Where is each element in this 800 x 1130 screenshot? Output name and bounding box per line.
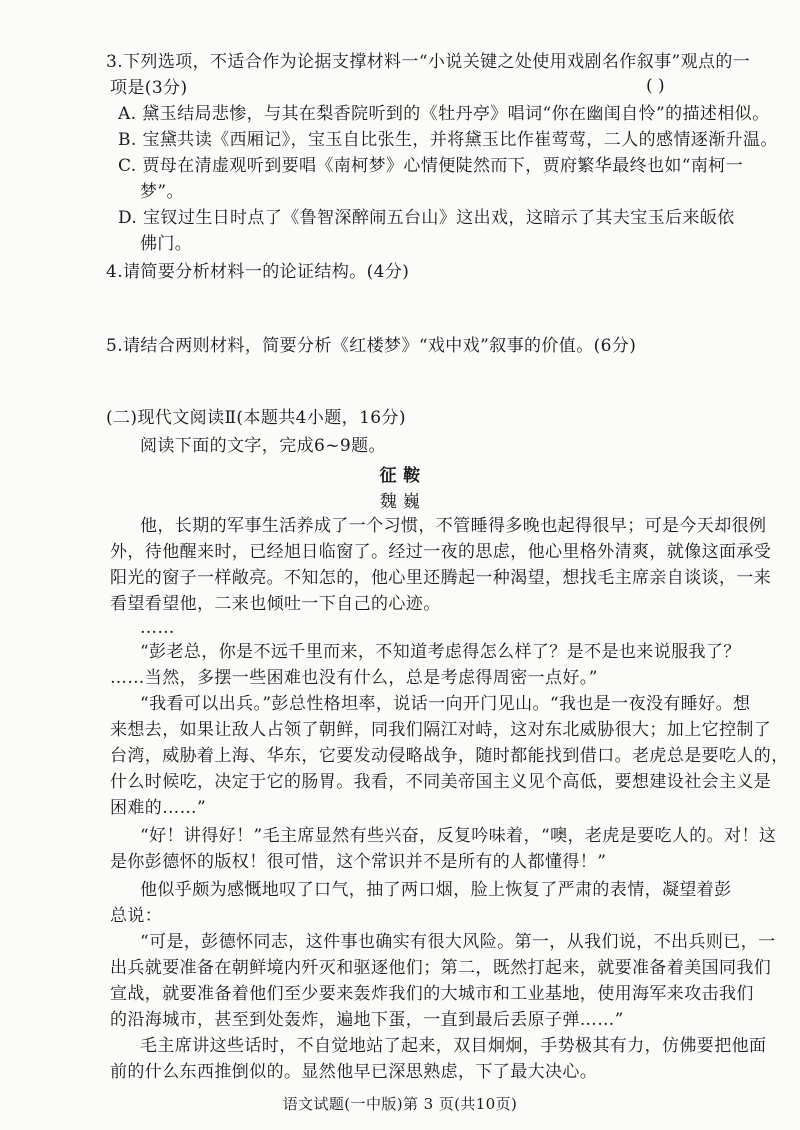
passage-line: 阳光的窗子一样敞亮。不知怎的，他心里还腾起一种渴望，想找毛主席亲自谈谈，一来 [110, 568, 772, 588]
section-instruction: 阅读下面的文字，完成6~9题。 [140, 436, 386, 456]
q3-option-c: C. 贾母在清虚观听到要唱《南柯梦》心情便陡然而下，贾府繁华最终也如“南柯一 [118, 156, 744, 176]
passage-line: 看望看望他，二来也倾吐一下自己的心迹。 [110, 594, 441, 614]
q3-answer-paren: ( ) [646, 76, 665, 96]
passage-line: 是你彭德怀的版权！很可惜，这个常识并不是所有的人都懂得！” [110, 852, 607, 872]
passage-line: 他，长期的军事生活养成了一个习惯，不管睡得多晚也起得很早；可是今天却很例 [140, 516, 767, 536]
passage-line: “好！讲得好！”毛主席显然有些兴奋，反复吟味着，“噢，老虎是要吃人的。对！这 [140, 826, 777, 846]
q3-stem-line1: 3.下列选项，不适合作为论据支撑材料一“小说关键之处使用戏剧名作叙事”观点的一 [106, 52, 751, 72]
passage-line: 的沿海城市，甚至到处轰炸，遍地下蛋，一直到最后丢原子弹……” [110, 1010, 624, 1030]
passage-line: …… [140, 618, 175, 638]
passage-line: 出兵就要准备在朝鲜境内歼灭和驱逐他们；第二，既然打起来，就要准备着美国同我们 [110, 958, 772, 978]
passage-line: 他似乎颇为感慨地叹了口气，抽了两口烟，脸上恢复了严肃的表情，凝望着彭 [140, 880, 732, 900]
q3-option-b: B. 宝黛共读《西厢记》，宝玉自比张生，并将黛玉比作崔莺莺，二人的感情逐渐升温。 [118, 130, 778, 150]
passage-author: 魏 巍 [379, 492, 421, 512]
passage-line: 总说： [110, 906, 163, 926]
passage-line: ……当然，多摆一些困难也没有什么，总是考虑得周密一点好。” [110, 668, 598, 688]
passage-line: 毛主席讲这些话时，不自觉地站了起来，双目炯炯，手势极其有力，仿佛要把他面 [140, 1036, 767, 1056]
passage-line: “彭老总，你是不远千里而来，不知道考虑得怎么样了？是不是也来说服我了？ [140, 642, 741, 662]
q5-stem: 5.请结合两则材料，简要分析《红楼梦》“戏中戏”叙事的价值。(6分) [106, 336, 637, 356]
q4-stem: 4.请简要分析材料一的论证结构。(4分) [106, 262, 410, 282]
passage-line: 困难的……” [110, 798, 207, 818]
passage-line: 来想去，如果让敌人占领了朝鲜，同我们隔江对峙，这对东北威胁很大；加上它控制了 [110, 720, 772, 740]
passage-line: “可是，彭德怀同志，这件事也确实有很大风险。第一，从我们说，不出兵则已，一 [140, 932, 776, 952]
q3-option-d: D. 宝钗过生日时点了《鲁智深醉闹五台山》这出戏，这暗示了其夫宝玉后来皈依 [118, 208, 735, 228]
section-heading: (二)现代文阅读Ⅱ(本题共4小题，16分) [106, 408, 406, 428]
q3-option-d-cont: 佛门。 [140, 234, 193, 254]
passage-title: 征 鞍 [379, 466, 421, 486]
passage-line: “我看可以出兵。”彭总性格坦率，说话一向开门见山。“我也是一夜没有睡好。想 [140, 694, 751, 714]
q3-stem-line2: 项是(3分) [110, 78, 188, 98]
passage-line: 前的什么东西推倒似的。显然他早已深思熟虑，下了最大决心。 [110, 1062, 598, 1082]
q3-option-a: A. 黛玉结局悲惨，与其在梨香院听到的《牡丹亭》唱词“你在幽闺自怜”的描述相似。 [118, 104, 770, 124]
passage-line: 宣战，就要准备着他们至少要来轰炸我们的大城市和工业基地，使用海军来攻击我们 [110, 984, 754, 1004]
passage-line: 外，待他醒来时，已经旭日临窗了。经过一夜的思虑，他心里格外清爽，就像这面承受 [110, 542, 772, 562]
passage-line: 什么时候吃，决定于它的肠胃。我看，不同美帝国主义见个高低，要想建设社会主义是 [110, 772, 772, 792]
passage-line: 台湾，威胁着上海、华东，它要发动侵略战争，随时都能找到借口。老虎总是要吃人的， [110, 746, 789, 766]
q3-option-c-cont: 梦”。 [140, 182, 184, 202]
page-footer: 语文试题(一中版)第 3 页(共10页) [282, 1095, 518, 1113]
